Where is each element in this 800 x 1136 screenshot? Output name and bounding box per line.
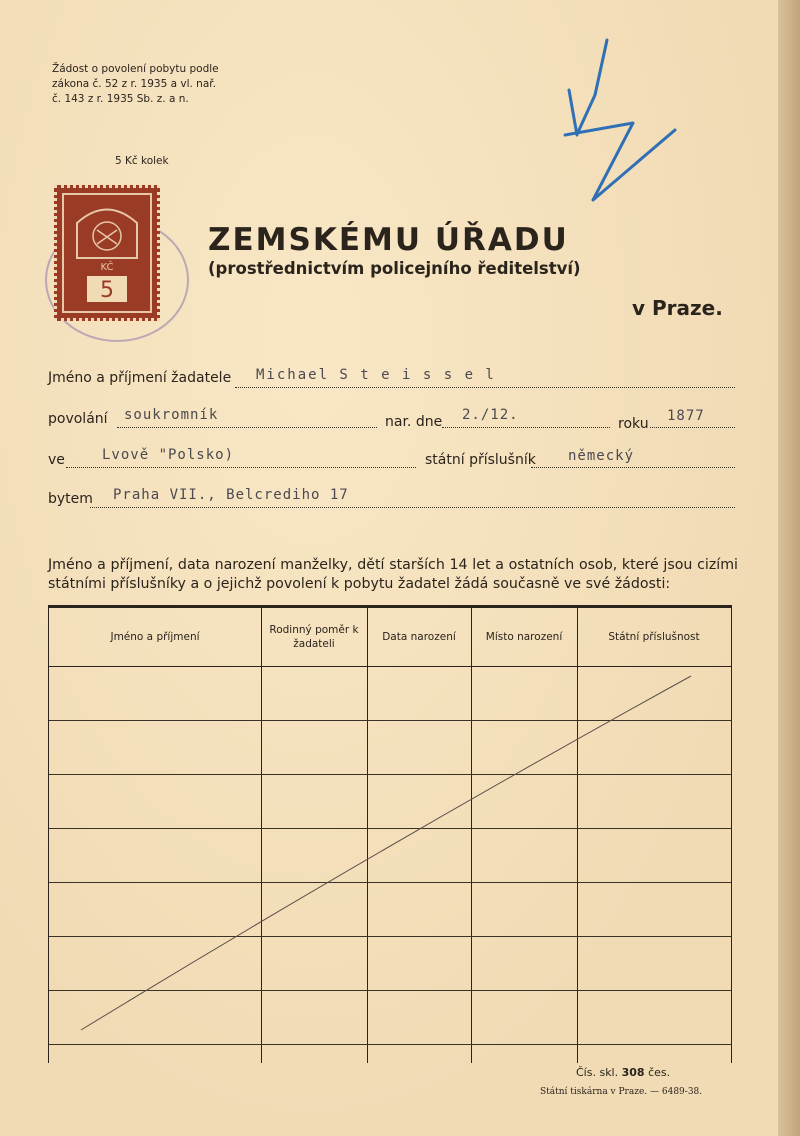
residence-label: bytem (48, 491, 93, 507)
printer-imprint: Státní tiskárna v Praze. — 6489-38. (540, 1087, 703, 1097)
residence-field[interactable]: Praha VII., Belcrediho 17 (113, 487, 349, 503)
addressee-title: ZEMSKÉMU ÚŘADU (208, 222, 569, 258)
birth-year-label: roku (618, 416, 649, 432)
addressee-place: v Praze. (632, 296, 723, 320)
citizenship-field[interactable]: německý (568, 448, 635, 464)
catalog-number (576, 1066, 670, 1079)
revenue-stamp (54, 185, 160, 321)
family-table (48, 605, 732, 1063)
column-header-birth-date: Data narození (382, 631, 456, 643)
dotted-line (90, 507, 735, 508)
birth-place-label: ve (48, 452, 65, 468)
occupation-field[interactable]: soukromník (124, 407, 219, 423)
catalog-suffix: čes. (648, 1066, 671, 1079)
catalog-prefix: Čís. skl. (576, 1066, 619, 1079)
page-edge (778, 0, 800, 1136)
blue-pencil-mark (555, 35, 690, 215)
law-line: zákona č. 52 z r. 1935 a vl. nař. (52, 78, 216, 90)
dotted-line (66, 467, 416, 468)
dotted-line (442, 427, 610, 428)
family-instruction: Jméno a příjmení, data narození manželky, dětí starších 14 let a ostatních osob, které jsou cizími státními příslušníky a o jejichž povolení k pobytu žadatel žádá současně ve své žádosti: (48, 557, 738, 592)
stamp-text: KČ (100, 262, 114, 273)
dotted-line (650, 427, 735, 428)
addressee-subtitle: (prostřednictvím policejního ředitelství) (208, 259, 581, 278)
stamp-label: 5 Kč kolek (115, 155, 169, 167)
column-header-name: Jméno a příjmení (110, 631, 200, 643)
dotted-line (531, 467, 735, 468)
dotted-line (235, 387, 735, 388)
column-header-relation: Rodinný poměr k žadateli (269, 624, 359, 650)
law-line: Žádost o povolení pobytu podle (52, 63, 219, 75)
applicant-name-field[interactable]: Michael S t e i s s e l (256, 367, 496, 383)
law-line: č. 143 z r. 1935 Sb. z. a n. (52, 93, 189, 105)
birth-date-label: nar. dne (385, 414, 443, 430)
stamp-value: 5 (100, 278, 114, 303)
birth-date-field[interactable]: 2./12. (462, 407, 519, 423)
revenue-stamp-graphic (57, 188, 157, 318)
column-header-citizenship: Státní příslušnost (608, 631, 700, 643)
applicant-name-label: Jméno a příjmení žadatele (48, 370, 232, 386)
birth-year-field[interactable]: 1877 (667, 408, 705, 424)
citizenship-label: státní příslušník (425, 452, 536, 468)
column-header-birth-place: Místo narození (485, 631, 563, 643)
cancel-diagonal-line (49, 608, 731, 1063)
dotted-line (117, 427, 377, 428)
birth-place-field[interactable]: Lvově "Polsko) (102, 447, 235, 463)
catalog-value: 308 (621, 1066, 645, 1079)
law-reference (52, 62, 252, 107)
occupation-label: povolání (48, 411, 108, 427)
